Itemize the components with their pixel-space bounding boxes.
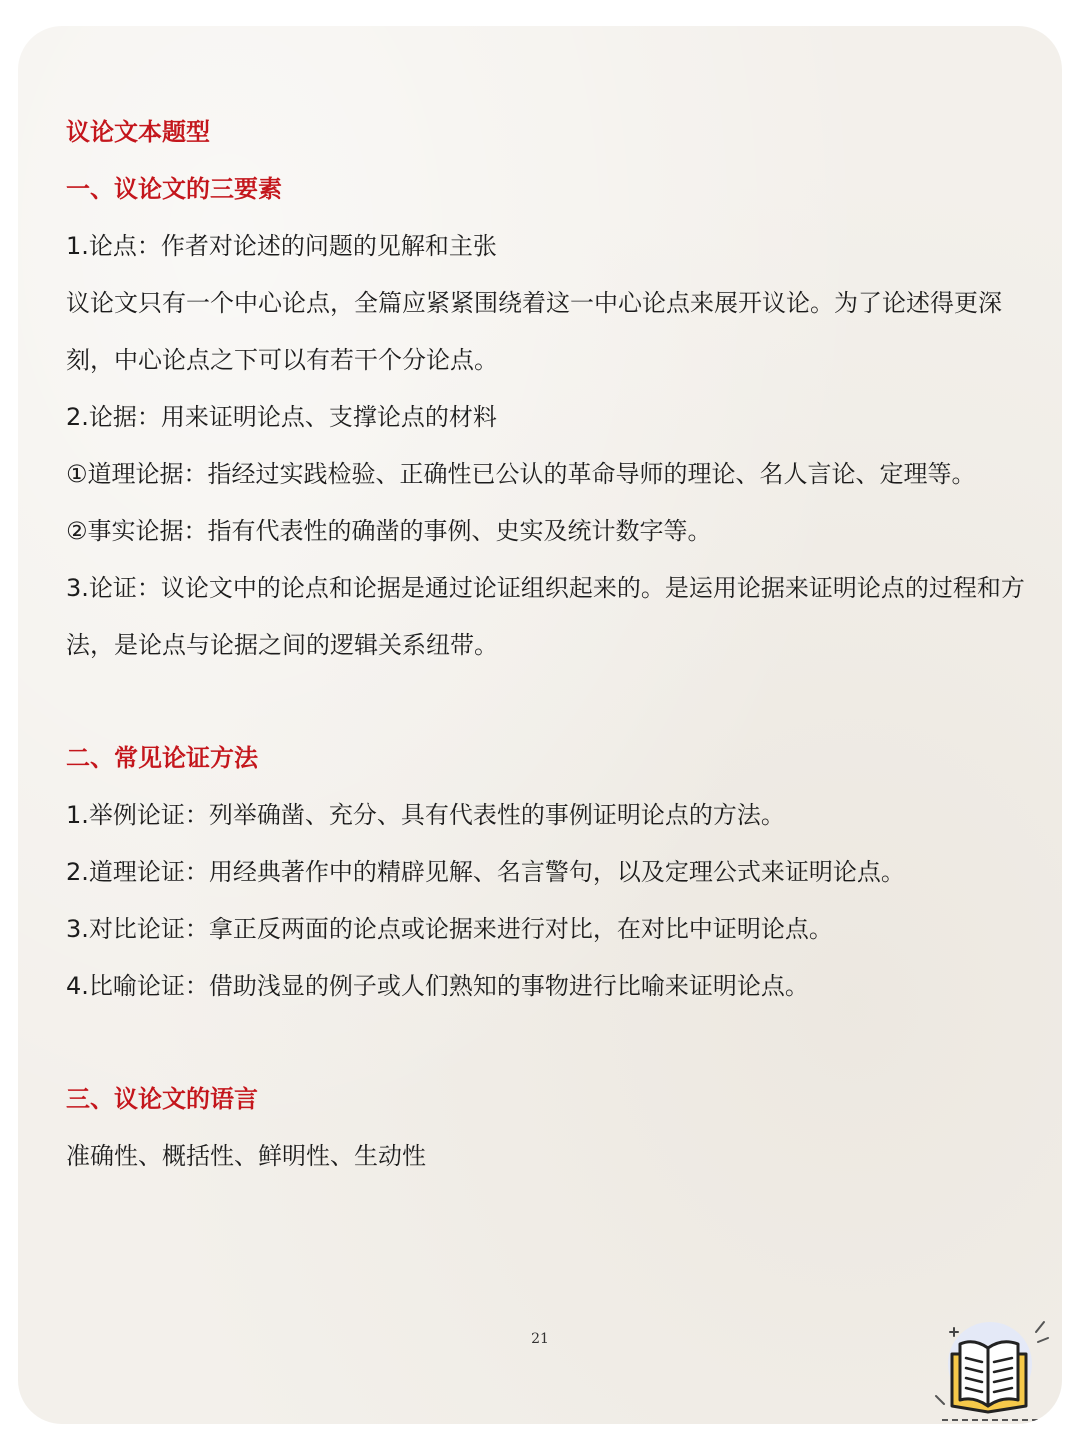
text-line: 2.道理论证：用经典著作中的精辟见解、名言警句，以及定理公式来证明论点。 <box>66 858 905 886</box>
text-line: 1.论点：作者对论述的问题的见解和主张 <box>66 232 497 260</box>
open-book-icon <box>924 1296 1054 1424</box>
text-line: 4.比喻论证：借助浅显的例子或人们熟知的事物进行比喻来证明论点。 <box>66 972 809 1000</box>
text-line: ②事实论据：指有代表性的确凿的事例、史实及统计数字等。 <box>66 517 712 545</box>
text-line: 准确性、概括性、鲜明性、生动性 <box>66 1142 426 1170</box>
section-heading-methods: 二、常见论证方法 <box>66 744 258 772</box>
text-line: 3.对比论证：拿正反两面的论点或论据来进行对比，在对比中证明论点。 <box>66 915 833 943</box>
section-heading-language: 三、议论文的语言 <box>66 1085 258 1113</box>
text-line: ①道理论据：指经过实践检验、正确性已公认的革命导师的理论、名人言论、定理等。 <box>66 460 976 488</box>
section-gap <box>66 674 1036 730</box>
section-heading-elements: 一、议论文的三要素 <box>66 175 282 203</box>
page-number: 21 <box>531 1331 549 1347</box>
document-page <box>18 26 1062 1424</box>
text-paragraph: 3.论证：议论文中的论点和论据是通过论证组织起来的。是运用论据来证明论点的过程和方法，是论点与论据之间的逻辑关系纽带。 <box>66 574 1025 659</box>
text-line: 2.论据：用来证明论点、支撑论点的材料 <box>66 403 497 431</box>
section-gap <box>66 1015 1036 1071</box>
document-content <box>66 104 1036 1185</box>
document-title: 议论文本题型 <box>66 118 210 146</box>
text-paragraph: 议论文只有一个中心论点，全篇应紧紧围绕着这一中心论点来展开议论。为了论述得更深刻，中心论点之下可以有若干个分论点。 <box>66 289 1002 374</box>
text-line: 1.举例论证：列举确凿、充分、具有代表性的事例证明论点的方法。 <box>66 801 785 829</box>
